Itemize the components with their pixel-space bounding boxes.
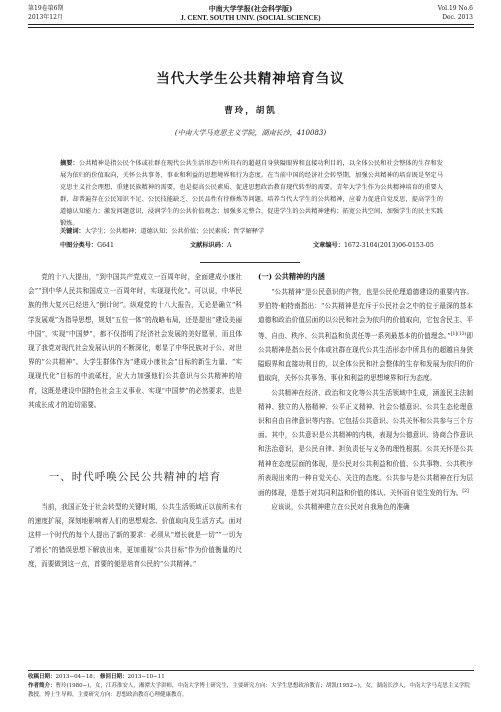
right-column: [258, 285, 473, 515]
document-code: 文献标识码：A: [190, 242, 232, 249]
keywords-label: 关键词：: [60, 228, 85, 235]
article-authors: 曹玲，胡凯: [224, 106, 277, 116]
footer-rule: [28, 670, 474, 671]
journal-name-cn: 中南大学学报(社会科学版): [208, 4, 293, 13]
abstract: [60, 158, 443, 229]
content-paragraph: 公共精神在经济、政治和文化等公共生活领域中生成，涵盖民主法制精神、独立的人格精神、公平正义精神、社会公德意识、公共生态伦理意识和自由自律意识等内容。它包括公共意识、公共关怀和公共参与三个方面。其中，公共意识是公共精神的内核，表现为公德意识、协商合作意识和法治意识，是公民自律、担负责任与义务的理性根据。公共关怀是公共精神在态度层面的体现，是公民对公共利益和价值、公共事物、公共秩序所表现出来的一种自觉关心、关注的态度。公共参与是公共精神在行为层面的体现，是基于对共同利益和价值的体认、关怀而自觉生发的行为。[2]: [258, 388, 473, 498]
clc-number: 中图分类号：G641: [60, 242, 114, 249]
article-affiliation: (中南大学马克思主义学院，湖南长沙，410083): [174, 129, 327, 137]
header-rule-thick: [28, 24, 474, 25]
definition-paragraph: “公共精神”是公民意识的产物，也是公民伦理道德建设的重要内容。罗伯特·帕特南指出：“公共精神是充斥于公民社会之中的位于最深的基本道德和政治价值层面的以公民和社会为依归的价值取向，它包含民主、平等、自由、秩序、公共利益和负责任等一系列最基本的价值理念。”$^{[1](13)}$即公共精神是指公民个体或社群在现代公共生活形态中所具有的超越自身狭隘眼界和直接功利目的，以全体公民和社会整体的生存和发展为依归的价值取向，关怀公共事务、事业和利益的思想境界和行为态度。: [258, 288, 474, 383]
section-1-heading: 一、时代呼唤公民公共精神的培育: [48, 471, 222, 483]
footer-notes: [28, 673, 474, 699]
section-1-body: [28, 500, 242, 571]
intro-paragraph: 党的十八大提出，“到中国共产党成立一百周年时，全面建成小康社会”“到中华人民共和国成立一百周年时，实现现代化”。可以说，中华民族的伟大复兴已经进入“倒计时”。纵观党的十八大报告，无论是确立“科学发展观”为指导思想，规划“五位一体”的战略布局，还是提出“建设美丽中国”，实现“中国梦”，都不仅指明了经济社会发展的美好愿景，而且体现了我党对现代社会发展认识的不断深化，彰显了中华民族对于公、对世界的“公共精神”。大学生群体作为“建成小康社会”目标的新生力量、“实现现代化”目标的中流砥柱，应大力加强他们公共意识与公共精神的培育，这既是建设中国特色社会主义事业、实现“中国梦”的必然要求，也是其成长成才的迫切需要。: [28, 273, 242, 409]
header-rule-thin: [28, 27, 474, 28]
section-1-paragraph: 当前，我国正处于社会转型的关键时期，公共生活领域正以前所未有的速度扩展，深刻地影响着人们的思想观念、价值取向及生活方式。面对这样一个时代的每个人提出了新的要求：必须从“增长就是一切”“一切为了增长”的错误思想下解放出来，更加重视“公共目标”作为价值衡量的尺度，而要做到这一点，首要的便是培育公民的“公共精神。”: [28, 503, 242, 568]
abstract-label: 摘要：: [60, 160, 79, 167]
journal-date: 2013年12月: [28, 14, 63, 21]
abstract-divider: [200, 262, 300, 263]
journal-month: Dec. 2013: [442, 14, 473, 21]
journal-volume: Vol.19 No.6: [437, 5, 473, 12]
citation-1: [1](13): [450, 331, 467, 337]
subsection-heading: (一) 公共精神的内涵: [258, 272, 325, 281]
journal-issue: 第19卷第6期: [28, 5, 64, 12]
author-bio: 作者简介：曹玲(1980−)，女，江苏淮安人，湘潭大学讲师，中南大学博士研究生，主要研究方向：大学生思想政治教育；胡凯(1952−)，女，湖南长沙人，中南大学马克思主义学院教授，博士生导师，主要研究方向：思想政治教育心理健康教育。: [28, 682, 470, 698]
keywords-text: 大学生；公共精神；道德认知；公共价值；公民素质；哲学解释学: [84, 228, 265, 235]
abstract-text: 公共精神是指公民个体或社群在现代公共生活形态中所具有的超越自身狭隘眼界和直接功利目的，以全体公民和社会整体的生存和发展为依归的价值取向，关怀公共事务、事业和利益的思想境界和行为态度。在当前中国的经济社会转型期，加强公共精神的培育既是坚定马克思主义社会理想、重建民族精神的需要，也是提高公民素质、促进思想政治教育现代转型的需要。青年大学生作为公共精神培育的重要人群，却普遍存在公民知识不足、公民技能缺乏、公民品性有待修炼等问题。培养当代大学生的公共精神，应着力促进自觉反思，提高学生的道德认知能力；激发问题意识，浸润学生的公共价值观念；加强多元整合，促进学生的公共精神建构；拓宽公共空间，加强学生的民主实践锻炼。: [60, 160, 443, 227]
keywords: [60, 227, 443, 237]
citation-2: [2]: [462, 489, 469, 495]
article-number: 文章编号：1672-3104(2013)06-0153-05: [313, 242, 434, 249]
received-date: 收稿日期：2013−04−18； 修回日期：2013−10−11: [28, 674, 165, 680]
left-column: [28, 270, 242, 412]
journal-name-en: J. CENT. SOUTH UNIV. (SOCIAL SCIENCE): [180, 14, 321, 22]
article-title: 当代大学生公共精神培育刍议: [156, 71, 345, 87]
continuation-paragraph: 应该说，公共精神建立在公民对自我角色的准确: [271, 503, 410, 512]
